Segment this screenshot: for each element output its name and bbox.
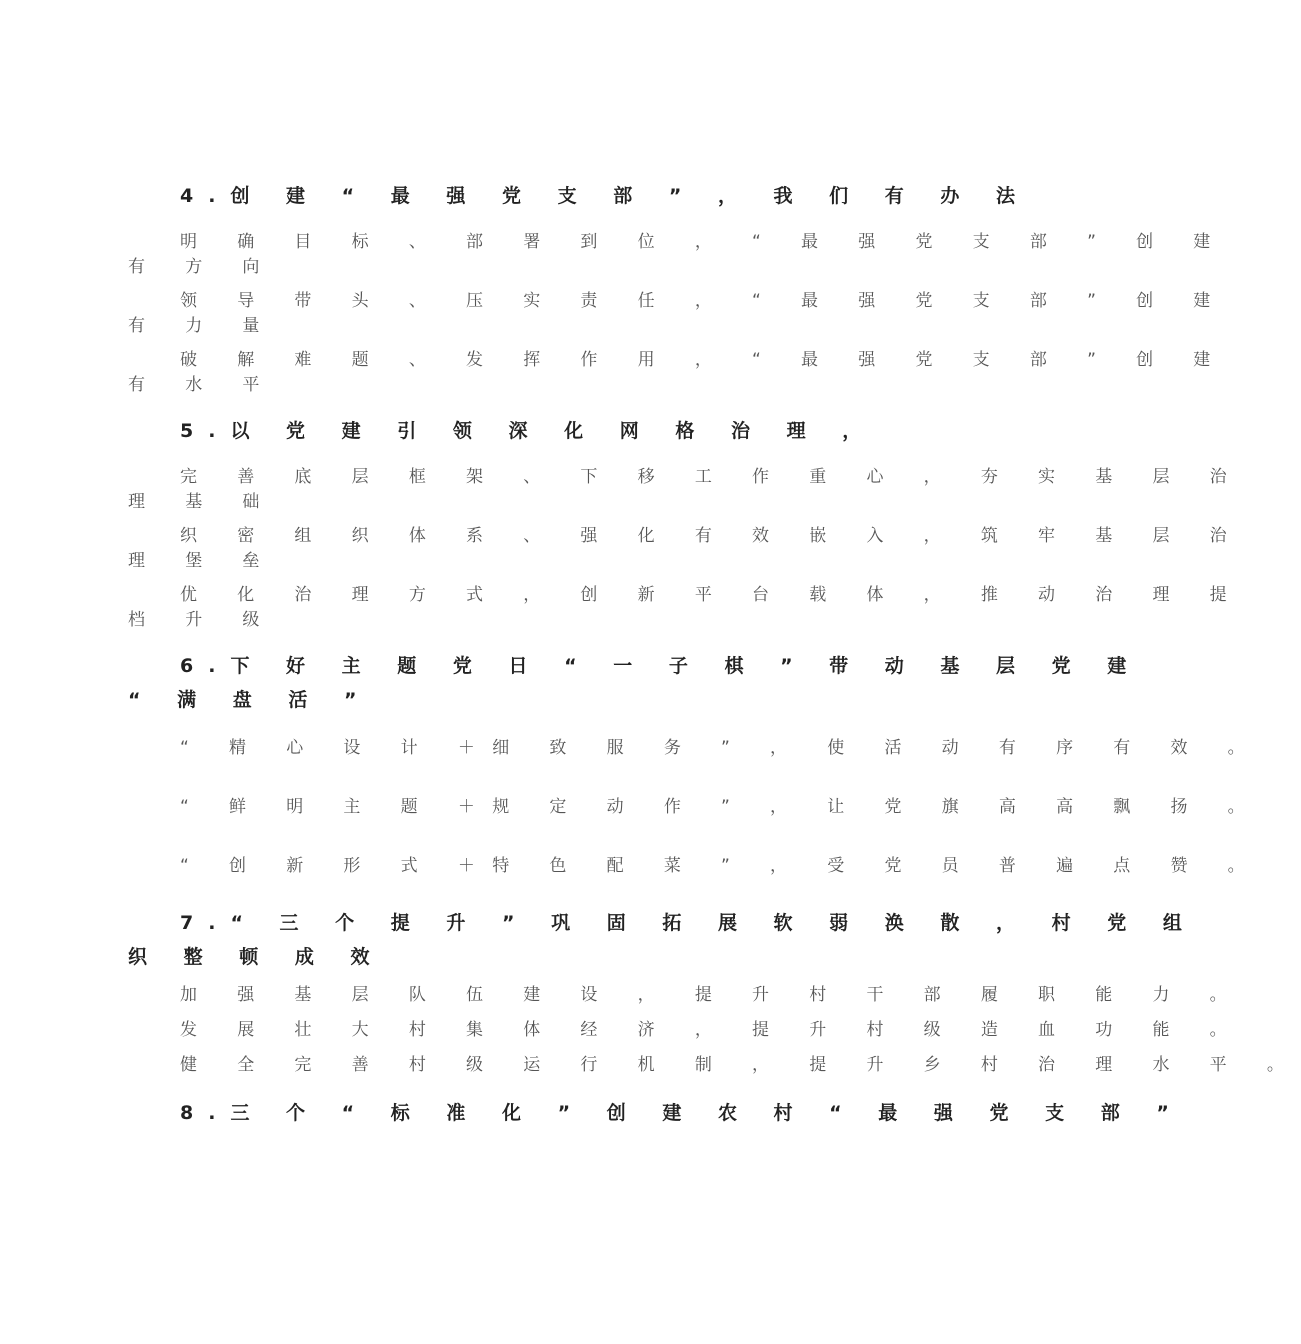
section-7-heading-line-2: 织 整 顿 成 效 — [128, 946, 385, 968]
section-6-heading-line-1: 6.下 好 主 题 党 日 “ 一 子 棋 ” 带 动 基 层 党 建 — [180, 655, 1142, 677]
section-5-item-1-line-2: 理 基 础 — [128, 492, 277, 512]
section-6-item-1: “ 精 心 设 计 ＋细 致 服 务 ” ， 使 活 动 有 序 有 效 。 — [180, 738, 1263, 758]
section-4-item-2-line-1: 领 导 带 头 、 压 实 责 任 ， “ 最 强 党 支 部 ” 创 建 — [180, 291, 1228, 311]
section-5-item-3-line-1: 优 化 治 理 方 式 ， 创 新 平 台 载 体 ， 推 动 治 理 提 — [180, 585, 1245, 605]
section-4-item-2-line-2: 有 力 量 — [128, 316, 277, 336]
section-5-item-2-line-1: 织 密 组 织 体 系 、 强 化 有 效 嵌 入 ， 筑 牢 基 层 治 — [180, 526, 1245, 546]
section-4-item-1-line-1: 明 确 目 标 、 部 署 到 位 ， “ 最 强 党 支 部 ” 创 建 — [180, 232, 1228, 252]
section-6-heading-line-2: “ 满 盘 活 ” — [128, 689, 372, 711]
section-7-item-3: 健 全 完 善 村 级 运 行 机 制 ， 提 升 乡 村 治 理 水 平 。 — [180, 1055, 1301, 1075]
section-5-item-3-line-2: 档 升 级 — [128, 610, 277, 630]
section-4-item-1-line-2: 有 方 向 — [128, 257, 277, 277]
section-8-heading: 8.三 个 “ 标 准 化 ” 创 建 农 村 “ 最 强 党 支 部 ” — [180, 1102, 1184, 1124]
section-5-item-2-line-2: 理 堡 垒 — [128, 551, 277, 571]
section-7-item-2: 发 展 壮 大 村 集 体 经 济 ， 提 升 村 级 造 血 功 能 。 — [180, 1020, 1245, 1040]
section-4-item-3-line-1: 破 解 难 题 、 发 挥 作 用 ， “ 最 强 党 支 部 ” 创 建 — [180, 350, 1228, 370]
section-6-item-3: “ 创 新 形 式 ＋特 色 配 菜 ” ， 受 党 员 普 遍 点 赞 。 — [180, 856, 1263, 876]
section-5-heading: 5.以 党 建 引 领 深 化 网 格 治 理 ， — [180, 420, 877, 442]
section-6-item-2: “ 鲜 明 主 题 ＋规 定 动 作 ” ， 让 党 旗 高 高 飘 扬 。 — [180, 797, 1263, 817]
section-5-item-1-line-1: 完 善 底 层 框 架 、 下 移 工 作 重 心 ， 夯 实 基 层 治 — [180, 467, 1245, 487]
section-4-item-3-line-2: 有 水 平 — [128, 375, 277, 395]
section-7-item-1: 加 强 基 层 队 伍 建 设 ， 提 升 村 干 部 履 职 能 力 。 — [180, 985, 1245, 1005]
section-7-heading-line-1: 7.“ 三 个 提 升 ” 巩 固 拓 展 软 弱 涣 散 ， 村 党 组 — [180, 912, 1197, 934]
section-4-heading: 4.创 建 “ 最 强 党 支 部 ” ， 我 们 有 办 法 — [180, 185, 1031, 207]
